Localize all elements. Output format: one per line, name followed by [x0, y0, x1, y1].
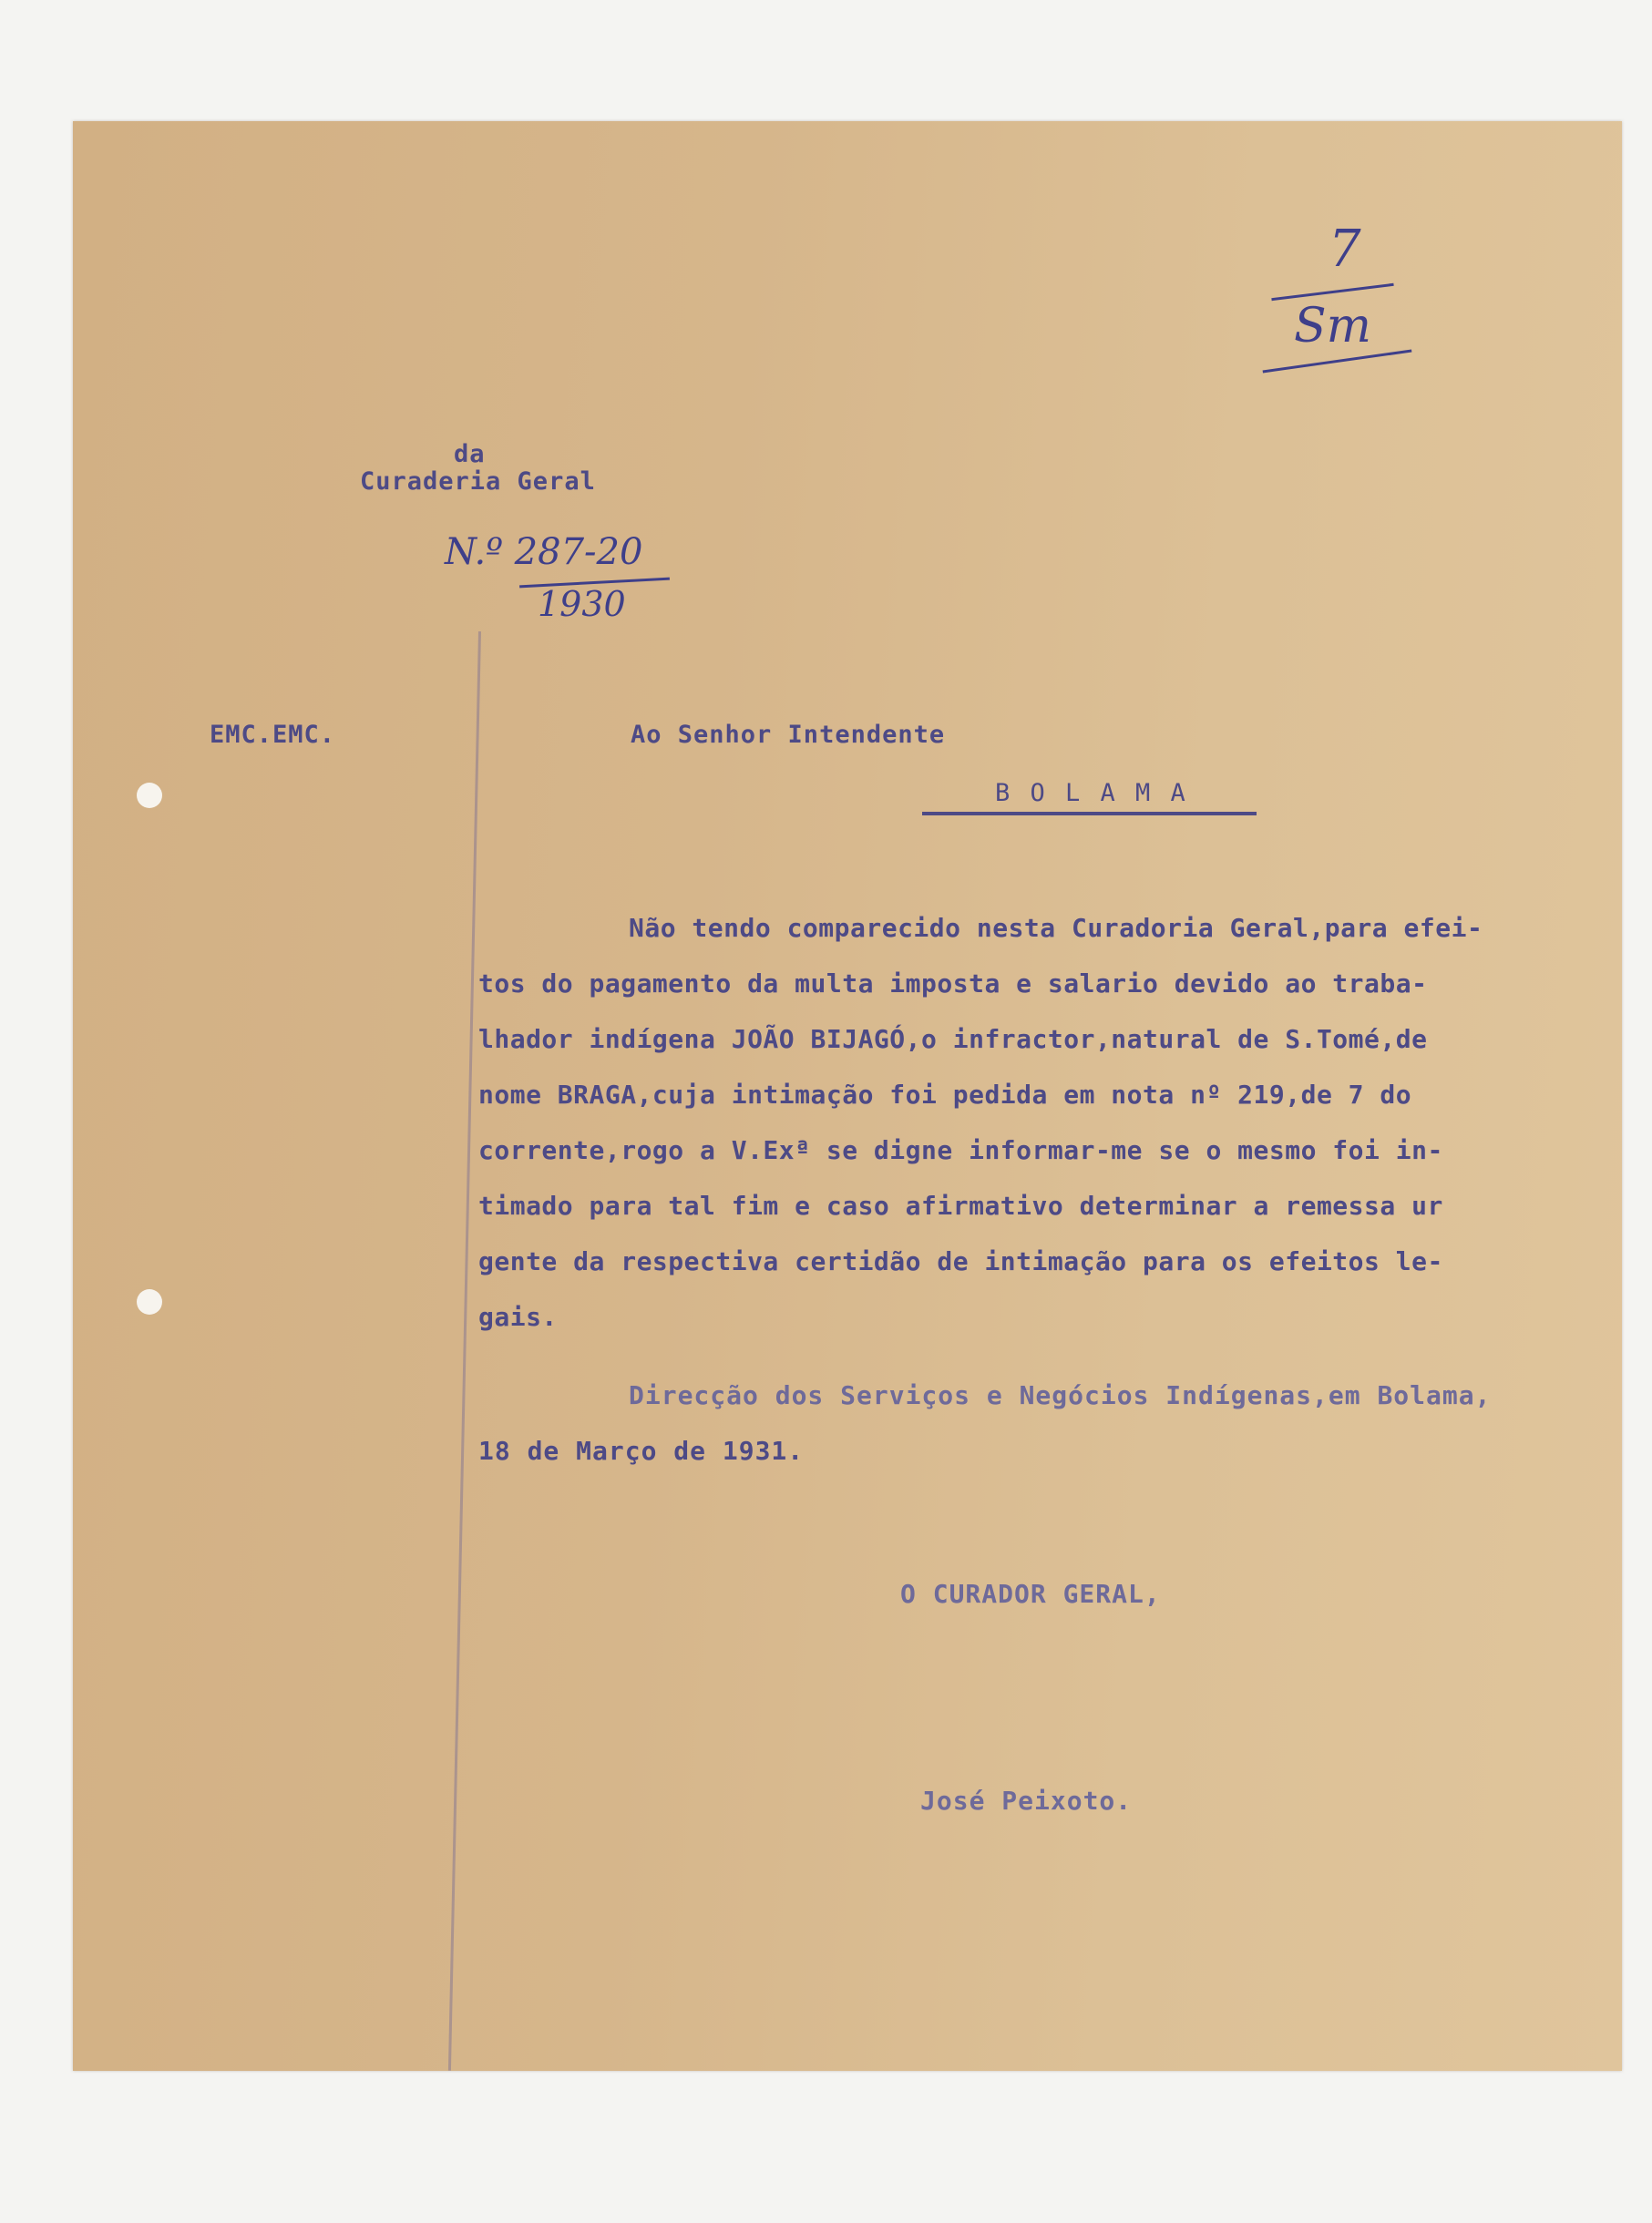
reference-number: N.º 287-20 — [445, 531, 643, 573]
body-line: gais. — [478, 1302, 558, 1332]
body-line: lhador indígena JOÃO BIJAGÓ,o infractor,natural de S.Tomé,de — [478, 1024, 1428, 1054]
recipient-underline — [922, 812, 1257, 815]
body-line: Não tendo comparecido nesta Curadoria Geral,para efei- — [629, 913, 1483, 943]
sender-line-1: da — [454, 440, 486, 468]
signature-name: José Peixoto. — [920, 1786, 1133, 1816]
sender-line-2: Curaderia Geral — [360, 467, 596, 496]
folio-initials: Sm — [1294, 299, 1371, 353]
body-line: nome BRAGA,cuja intimação foi pedida em nota nº 219,de 7 do — [478, 1080, 1412, 1110]
signature-title: O CURADOR GERAL, — [900, 1579, 1161, 1609]
closing-line-1: Direcção dos Serviços e Negócios Indígenas,em Bolama, — [629, 1380, 1492, 1410]
closing-line-2: 18 de Março de 1931. — [478, 1436, 805, 1466]
body-line: gente da respectiva certidão de intimação para os efeitos le- — [478, 1246, 1443, 1276]
body-paragraph — [478, 900, 1599, 1345]
punch-hole-bottom — [137, 1289, 162, 1315]
punch-hole-top — [137, 783, 162, 808]
body-line: corrente,rogo a V.Exª se digne informar-me se o mesmo foi in- — [478, 1135, 1443, 1165]
folio-number: 7 — [1329, 220, 1361, 279]
body-line: timado para tal fim e caso afirmativo determinar a remessa ur — [478, 1191, 1443, 1221]
reference-year: 1930 — [538, 584, 626, 624]
honorific: EMC.EMC. — [210, 721, 336, 749]
margin-pencil-line — [448, 631, 481, 2071]
recipient-line-2: B O L A M A — [995, 779, 1188, 807]
recipient-line-1: Ao Senhor Intendente — [631, 721, 946, 749]
body-line: tos do pagamento da multa imposta e salario devido ao traba- — [478, 968, 1428, 999]
document-page — [73, 121, 1622, 2071]
